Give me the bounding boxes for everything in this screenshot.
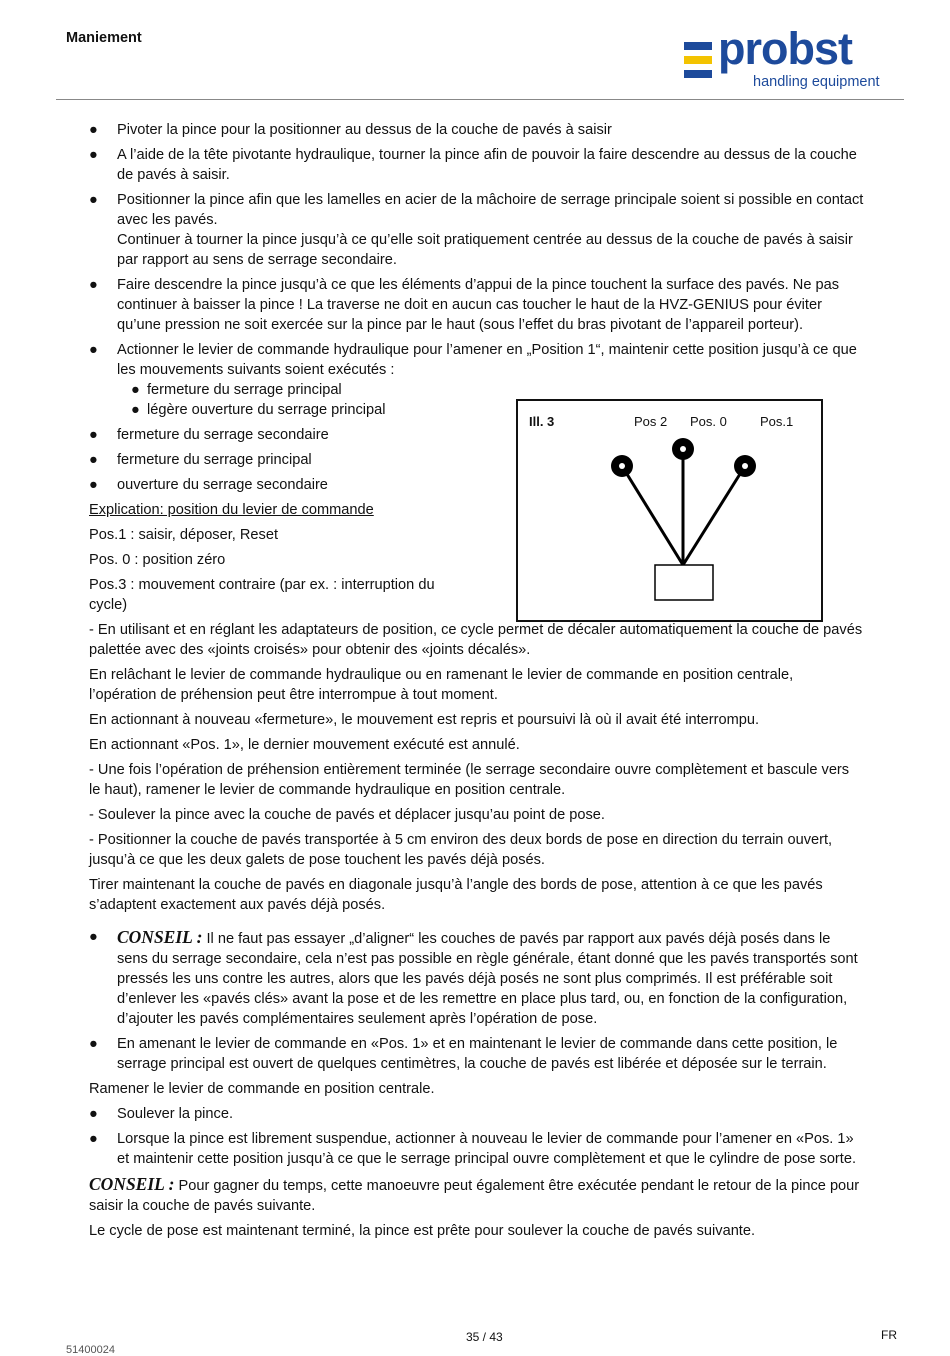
explication-heading: Explication: position du levier de commande	[89, 502, 374, 518]
lever-line-left	[622, 466, 683, 565]
logo-wordmark: probst	[718, 23, 852, 74]
bullet-icon: ●	[89, 929, 98, 945]
sub-list-item: ● fermeture du serrage principal	[131, 382, 342, 398]
bullet-icon: ●	[89, 1036, 98, 1052]
list-item: ● Lorsque la pince est librement suspendue, actionner à nouveau le levier de commande pour l’amener en «Pos. 1» et maintenir cette position jusqu’à ce que le serrage principal ouvre complètement et que le cylindre de pose sorte.	[89, 1131, 857, 1167]
lever-line-right	[683, 466, 745, 565]
position-line: Pos. 0 : position zéro	[89, 552, 226, 568]
list-item: ● fermeture du serrage secondaire	[89, 427, 329, 443]
logo-bars-icon	[684, 42, 712, 84]
paragraph: Ramener le levier de commande en position centrale.	[89, 1081, 435, 1097]
pos-center-label: Pos. 0	[690, 414, 727, 429]
paragraph: En relâchant le levier de commande hydraulique ou en ramenant le levier de commande en position centrale, l’opération de préhension peut être interrompue à tout moment.	[89, 667, 794, 703]
bullet-icon: ●	[89, 147, 98, 163]
position-line: Pos.1 : saisir, déposer, Reset	[89, 527, 279, 543]
paragraph: En actionnant «Pos. 1», le dernier mouvement exécuté est annulé.	[89, 737, 520, 753]
bullet-icon: ●	[89, 122, 98, 138]
paragraph: Tirer maintenant la couche de pavés en diagonale jusqu’à l’angle des bords de pose, attention à ce que les pavés s’adaptent exactement aux pavés déjà posés.	[89, 877, 823, 913]
list-item: ● ouverture du serrage secondaire	[89, 477, 328, 493]
list-item: ● Faire descendre la pince jusqu’à ce que les éléments d’appui de la pince touchent la surface des pavés. Ne pas continuer à baisser la pince ! La traverse ne doit en aucun cas toucher le haut de la HVZ-GENIUS pour éviter qu’une pression ne soit exercée sur la pince par le haut (sous l’effet du bras pivotant de l’appareil porteur).	[89, 277, 840, 333]
conseil-label: CONSEIL :	[89, 1174, 175, 1194]
conseil-label: CONSEIL :	[117, 927, 203, 947]
pos-right-label: Pos.1	[760, 414, 794, 429]
paragraph: En actionnant à nouveau «fermeture», le mouvement est repris et poursuivi là où il avait été interrompu.	[89, 712, 760, 728]
conseil-item: ● CONSEIL : Il ne faut pas essayer „d’aligner“ les couches de pavés par rapport aux pavés déjà posés dans le sens du serrage secondaire, cela n’est pas possible en règle générale, étant donné que les pavés transportés sont pressés les uns contre les autres, alors que les pavés déjà posés ne sont plus comprimés. Il est préférable soit d’enlever les «pavés clés» avant la pose et de les remettre en place plus tard, ou, en fonction de la configuration, d’ajouter les pavés complémentaires seulement après l’opération de pose.	[89, 927, 858, 1027]
sub-bullet-icon: ●	[131, 382, 140, 398]
language-code: FR	[881, 1328, 897, 1342]
figure-label: Ill. 3	[529, 414, 555, 429]
paragraph: - Une fois l’opération de préhension entièrement terminée (le serrage secondaire ouvre complètement et bascule vers le haut), ramener le levier de commande hydraulique en position centrale.	[89, 762, 850, 798]
paragraph: - Positionner la couche de pavés transportée à 5 cm environ des deux bords de pose en direction du terrain ouvert, jusqu’à ce que les deux galets de pose touchent les pavés déjà posés.	[89, 832, 833, 868]
paragraph: - Soulever la pince avec la couche de pavés et déplacer jusqu’au point de pose.	[89, 807, 605, 823]
list-item: ● Pivoter la pince pour la positionner au dessus de la couche de pavés à saisir	[89, 122, 612, 138]
list-item-continuation: Continuer à tourner la pince jusqu’à ce qu’elle soit pratiquement centrée au dessus de la couche de pavés à saisir par rapport au sens de serrage secondaire.	[117, 232, 853, 268]
lever-base	[655, 565, 713, 600]
bullet-icon: ●	[89, 277, 98, 293]
list-item: ● En amenant le levier de commande en «Pos. 1» et en maintenant le levier de commande dans cette position, le serrage principal est ouvert de quelques centimètres, la couche de pavés est libérée et déposée sur le terrain.	[89, 1036, 838, 1072]
page-number: 35 / 43	[466, 1330, 503, 1344]
document-code: 51400024	[66, 1344, 115, 1356]
sub-list-item: ● légère ouverture du serrage principal	[131, 402, 386, 418]
list-item: ● A l’aide de la tête pivotante hydraulique, tourner la pince afin de pouvoir la faire descendre au dessus de la couche de pavés à saisir.	[89, 147, 857, 183]
header-divider	[56, 99, 904, 100]
paragraph: Le cycle de pose est maintenant terminé, la pince est prête pour soulever la couche de pavés suivante.	[89, 1223, 756, 1239]
conseil-paragraph: CONSEIL : Pour gagner du temps, cette manoeuvre peut également être exécutée pendant le retour de la pince pour saisir la couche de pavés suivante.	[89, 1174, 860, 1214]
bullet-icon: ●	[89, 1131, 98, 1147]
page-header-title: Maniement	[66, 30, 142, 46]
lever-diagram	[516, 399, 823, 622]
bullet-icon: ●	[89, 477, 98, 493]
position-line: Pos.3 : mouvement contraire (par ex. : interruption du cycle)	[89, 577, 435, 613]
paragraph: - En utilisant et en réglant les adaptateurs de position, ce cycle permet de décaler automatiquement la couche de pavés palettée avec des «joints croisés» pour obtenir des «joints décalés».	[89, 622, 863, 658]
bullet-icon: ●	[89, 452, 98, 468]
logo-subtitle: handling equipment	[753, 74, 880, 90]
pos-left-label: Pos 2	[634, 414, 668, 429]
list-item: ● Actionner le levier de commande hydraulique pour l’amener en „Position 1“, maintenir cette position jusqu’à ce que les mouvements suivants soient exécutés :	[89, 342, 857, 378]
bullet-icon: ●	[89, 1106, 98, 1122]
sub-bullet-icon: ●	[131, 402, 140, 418]
list-item: ● Soulever la pince.	[89, 1106, 234, 1122]
bullet-icon: ●	[89, 342, 98, 358]
probst-logo	[684, 23, 894, 94]
list-item: ● fermeture du serrage principal	[89, 452, 312, 468]
lever-diagram-drawing	[518, 401, 821, 620]
list-item: ● Positionner la pince afin que les lamelles en acier de la mâchoire de serrage principale soient si possible en contact avec les pavés. Continuer à tourner la pince jusqu’à ce qu’elle soit pratiquement centrée au dessus de la couche de pavés à saisir par rapport au sens de serrage secondaire.	[89, 192, 864, 268]
bullet-icon: ●	[89, 427, 98, 443]
bullet-icon: ●	[89, 192, 98, 208]
page-content	[89, 120, 864, 1246]
